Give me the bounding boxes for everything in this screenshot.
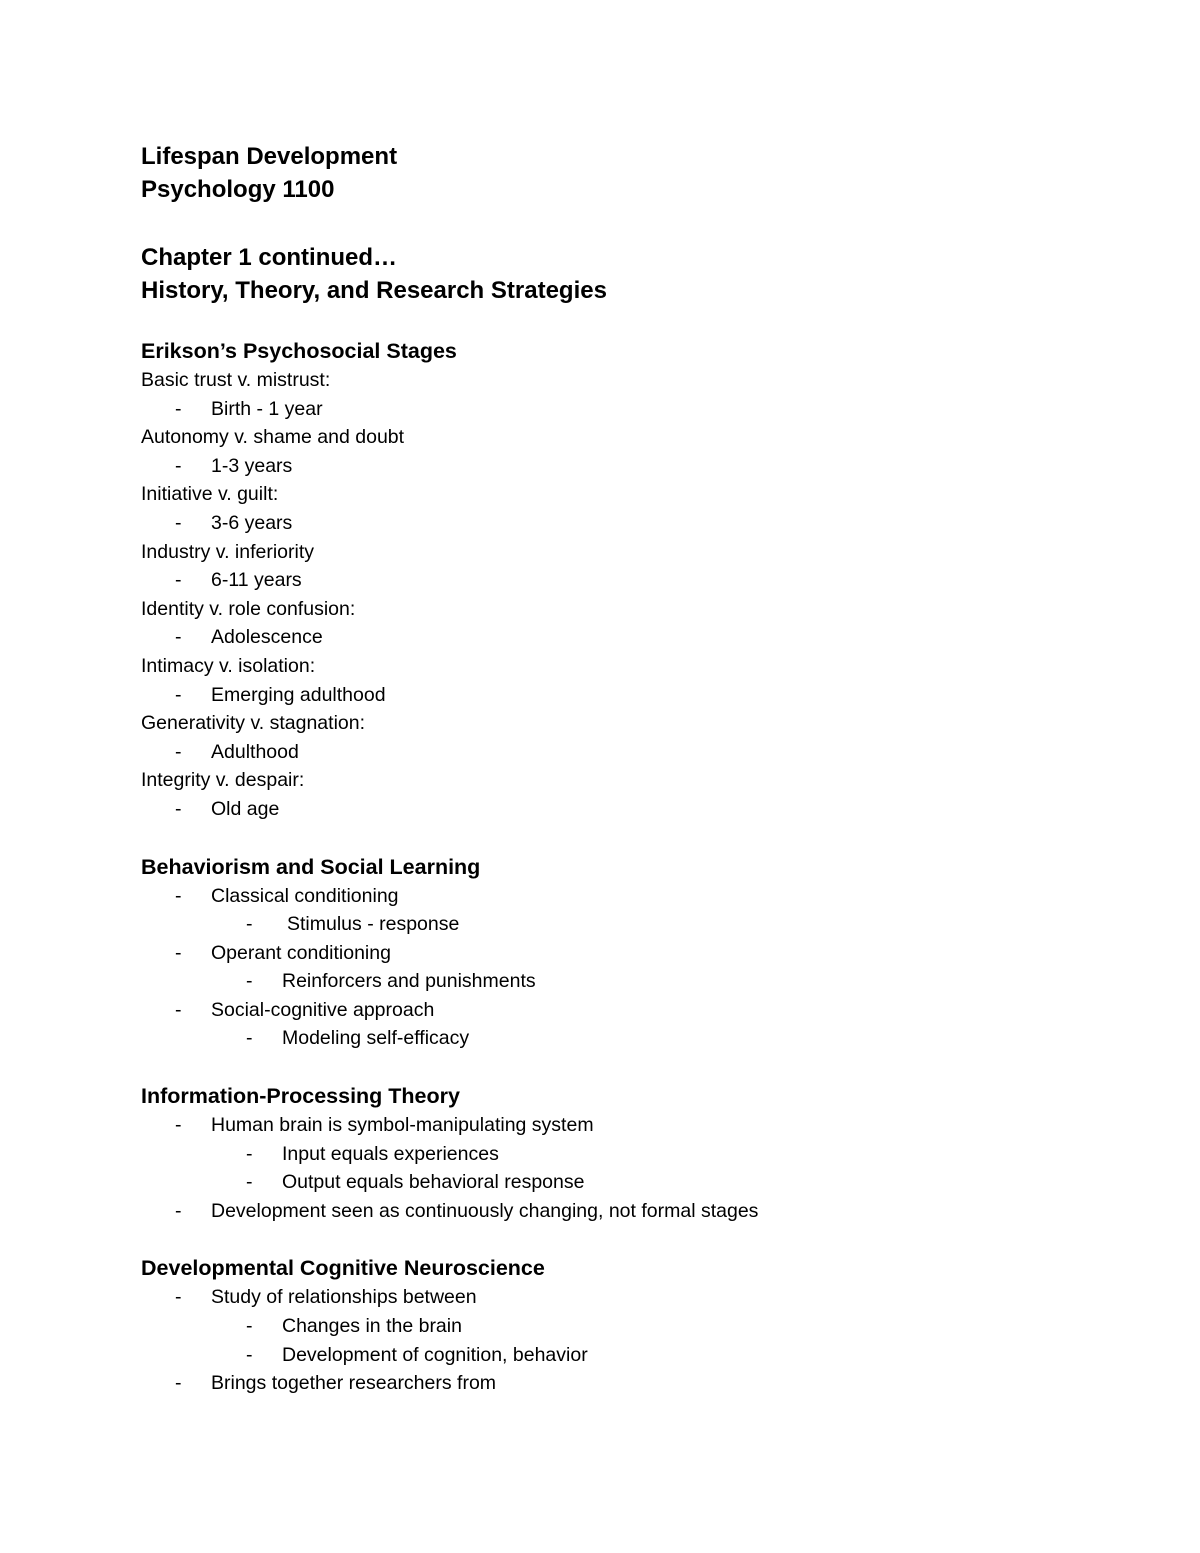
list-item-text: 6-11 years: [211, 569, 302, 592]
bullet-dash: -: [175, 740, 182, 763]
list-item-text: Reinforcers and punishments: [282, 970, 536, 993]
list-item-text: Adulthood: [211, 740, 299, 763]
bullet-dash: -: [175, 511, 182, 534]
list-subitem: [141, 967, 1101, 996]
document-page: [141, 140, 1101, 1398]
chapter-label: Chapter 1 continued…: [141, 244, 398, 271]
list-item-text: Adolescence: [211, 626, 323, 649]
bullet-dash: -: [175, 797, 182, 820]
bullet-dash: -: [175, 454, 182, 477]
bullet-dash: -: [175, 1199, 182, 1222]
bullet-dash: -: [246, 913, 253, 936]
list-item-text: Stimulus - response: [287, 913, 460, 936]
list-item: [141, 566, 1101, 595]
bullet-dash: -: [246, 1027, 253, 1050]
bullet-dash: -: [175, 1286, 182, 1309]
bullet-dash: -: [175, 1114, 182, 1137]
section-heading-behaviorism: Behaviorism and Social Learning: [141, 854, 481, 879]
bullet-dash: -: [175, 626, 182, 649]
list-item: [141, 1283, 1101, 1312]
bullet-dash: -: [175, 1372, 182, 1395]
list-item: [141, 882, 1101, 911]
bullet-dash: -: [246, 1315, 253, 1338]
list-item: [141, 452, 1101, 481]
list-subitem: [141, 1140, 1101, 1169]
stage-label: Industry v. inferiority: [141, 540, 315, 563]
list-item-text: 3-6 years: [211, 511, 293, 534]
list-item-text: Development seen as continuously changing, not formal stages: [211, 1199, 759, 1222]
list-item-text: Input equals experiences: [282, 1142, 499, 1165]
section-heading-information-processing: Information-Processing Theory: [141, 1084, 460, 1109]
bullet-dash: -: [175, 569, 182, 592]
bullet-dash: -: [246, 970, 253, 993]
list-item: [141, 795, 1101, 824]
list-subitem: [141, 910, 1101, 939]
list-item-text: Emerging adulthood: [211, 683, 386, 706]
bullet-dash: -: [175, 941, 182, 964]
stage-label: Identity v. role confusion:: [141, 597, 356, 620]
list-item-text: Brings together researchers from: [211, 1372, 497, 1395]
list-item-text: Old age: [211, 797, 280, 820]
list-item-text: Modeling self-efficacy: [282, 1027, 470, 1050]
list-item-text: 1-3 years: [211, 454, 293, 477]
bullet-dash: -: [246, 1343, 253, 1366]
section-heading-erikson: Erikson’s Psychosocial Stages: [141, 339, 457, 363]
list-item-text: Output equals behavioral response: [282, 1171, 585, 1194]
list-item-text: Social-cognitive approach: [211, 998, 435, 1021]
bullet-dash: -: [175, 397, 182, 420]
stage-label: Autonomy v. shame and doubt: [141, 426, 405, 449]
list-item: [141, 738, 1101, 767]
list-item: [141, 939, 1101, 968]
list-subitem: [141, 1168, 1101, 1197]
stage-label: Generativity v. stagnation:: [141, 712, 366, 735]
bullet-dash: -: [175, 884, 182, 907]
list-subitem: [141, 1024, 1101, 1053]
list-item-text: Study of relationships between: [211, 1286, 477, 1309]
list-item: [141, 509, 1101, 538]
stage-label: Initiative v. guilt:: [141, 483, 279, 506]
stage-label: Basic trust v. mistrust:: [141, 369, 331, 391]
list-item: [141, 1111, 1101, 1140]
section-heading-neuroscience: Developmental Cognitive Neuroscience: [141, 1256, 545, 1281]
list-item-text: Birth - 1 year: [211, 397, 323, 420]
list-item: [141, 1197, 1101, 1226]
chapter-title: History, Theory, and Research Strategies: [141, 277, 607, 304]
course-name: Psychology 1100: [141, 176, 335, 203]
list-item-text: Operant conditioning: [211, 941, 391, 964]
stage-label: Intimacy v. isolation:: [141, 654, 316, 677]
bullet-dash: -: [246, 1171, 253, 1194]
list-item: [141, 996, 1101, 1025]
list-item: [141, 1369, 1101, 1398]
stage-label: Integrity v. despair:: [141, 769, 305, 792]
bullet-dash: -: [246, 1142, 253, 1165]
list-item-text: Changes in the brain: [282, 1315, 462, 1338]
list-item: [141, 681, 1101, 710]
bullet-dash: -: [175, 998, 182, 1021]
document-title: Lifespan Development: [141, 143, 398, 170]
list-subitem: [141, 1312, 1101, 1341]
bullet-dash: -: [175, 683, 182, 706]
list-item-text: Human brain is symbol-manipulating system: [211, 1114, 594, 1137]
list-item: [141, 623, 1101, 652]
list-item-text: Classical conditioning: [211, 884, 399, 907]
list-subitem: [141, 1341, 1101, 1370]
list-item: [141, 395, 1101, 424]
list-item-text: Development of cognition, behavior: [282, 1343, 588, 1366]
